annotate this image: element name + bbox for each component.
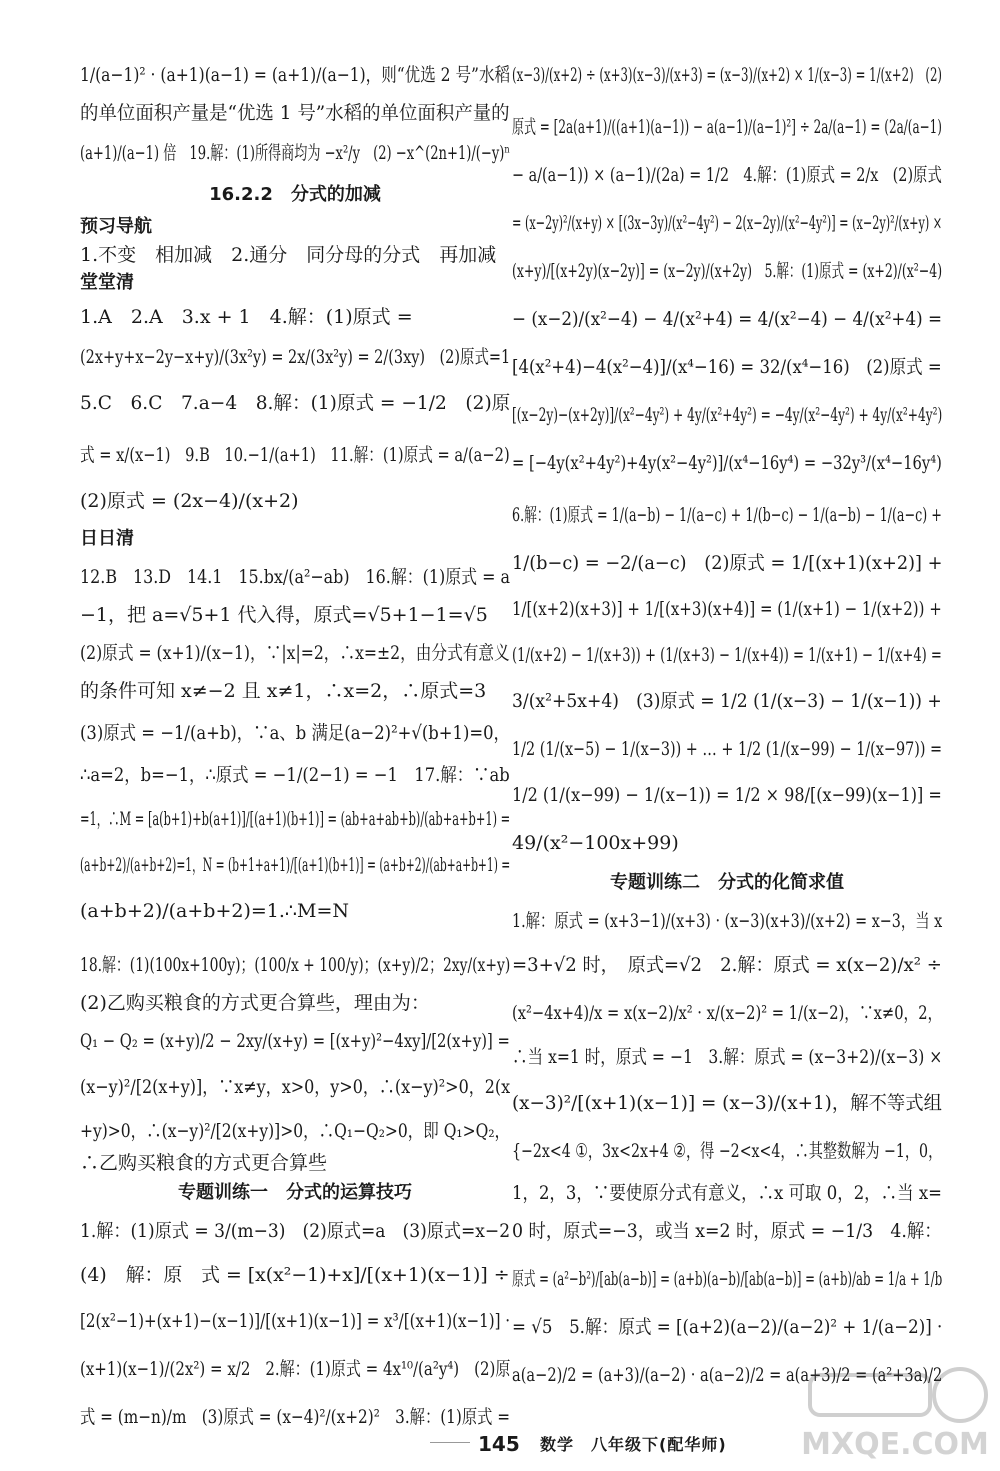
text-line: 1，2，3，∵要使原分式有意义，∴x 可取 0，2，∴当 x= — [512, 1182, 942, 1204]
text-line: ∴a=2，b=−1，∴原式 = −1/(2−1) = −1 17.解：∵ab — [80, 764, 510, 786]
text-line: (a+b+2)/(a+b+2)=1.∴M=N — [80, 900, 350, 922]
text-line: = [−4y(x²+4y²)+4y(x²−4y²)]/(x⁴−16y⁴) = −32y³/(x⁴−16y⁴) — [512, 452, 942, 474]
subsection-heading: 预习导航 — [80, 216, 152, 237]
text-line: 1.A 2.A 3.x + 1 4.解：(1)原式 = — [80, 306, 413, 328]
text-line: =3+√2 时， 原式=√2 2.解：原式 = x(x−2)/x² ÷ — [512, 954, 942, 976]
text-line: 1/(b−c) = −2/(a−c) (2)原式 = 1/[(x+1)(x+2)] + — [512, 552, 943, 574]
page-number: 145 — [478, 1432, 520, 1456]
book-info: 数学 八年级下(配华师) — [540, 1435, 727, 1454]
subsection-heading: 日日清 — [80, 528, 134, 549]
section-heading: 专题训练二 分式的化简求值 — [610, 872, 844, 893]
text-line: 5.C 6.C 7.a−4 8.解：(1)原式 = −1/2 (2)原 — [80, 392, 511, 414]
watermark-logo — [800, 1365, 990, 1465]
text-line: [(x−2y)−(x+2y)]/(x²−4y²) + 4y/(x²+4y²) = −4y/(x²−4y²) + 4y/(x²+4y²) — [512, 404, 943, 426]
text-line: 1.不变 相加减 2.通分 同分母的分式 再加减 — [80, 244, 497, 266]
text-line: (2)乙购买粮食的方式更合算些，理由为： — [80, 992, 430, 1014]
text-line: 3/(x²+5x+4) (3)原式 = 1/2 (1/(x−3) − 1/(x−1)) + — [512, 690, 942, 712]
text-line: 1/(a−1)² · (a+1)(a−1) = (a+1)/(a−1)，则“优选 2 号”水稻 — [80, 64, 511, 86]
text-line: − (x−2)/(x²−4) − 4/(x²+4) = 4/(x²−4) − 4/(x²+4) = — [512, 308, 942, 330]
text-line: Q₁ − Q₂ = (x+y)/2 − 2xy/(x+y) = [(x+y)²−4xy]/[2(x+y)] = — [80, 1030, 510, 1052]
subsection-heading: 堂堂清 — [80, 272, 134, 293]
text-line: (1/(x+2) − 1/(x+3)) + (1/(x+3) − 1/(x+4)) = 1/(x+1) − 1/(x+4) = — [512, 644, 942, 666]
text-line: {−2x<4 ①，3x<2x+4 ②，得 −2<x<4，∴其整数解为 −1，0， — [512, 1140, 943, 1162]
text-line: 式 = x/(x−1) 9.B 10.−1/(a+1) 11.解：(1)原式 = a/(a−2) — [80, 444, 510, 466]
text-line: = √5 5.解：原式 = [(a+2)(a−2)/(a−2)² + 1/(a−2)] · — [512, 1316, 943, 1338]
text-line: [2(x²−1)+(x+1)−(x−1)]/[(x+1)(x−1)] = x³/[(x+1)(x−1)] · — [80, 1310, 511, 1332]
text-line: (2)原式 = (2x−4)/(x+2) — [80, 490, 299, 512]
text-line: 1/[(x+2)(x+3)] + 1/[(x+3)(x+4)] = (1/(x+1) − 1/(x+2)) + — [512, 598, 942, 620]
text-line: 的条件可知 x≠−2 且 x≠1，∴x=2，∴原式=3 — [80, 680, 487, 702]
text-line: (x+y)/[(x+2y)(x−2y)] = (x−2y)/(x+2y) 5.解：(1)原式 = (x+2)/(x²−4) — [512, 260, 943, 282]
text-line: ∴乙购买粮食的方式更合算些 — [80, 1152, 328, 1174]
text-line: 1.解：原式 = (x+3−1)/(x+3) · (x−3)(x+3)/(x+2) = x−3，当 x — [512, 910, 943, 932]
text-line: −1，把 a=√5+1 代入得，原式=√5+1−1=√5 — [80, 604, 488, 626]
text-line: [4(x²+4)−4(x²−4)]/(x⁴−16) = 32/(x⁴−16) (2)原式 = — [512, 356, 942, 378]
text-line: (a+1)/(a−1) 倍 19.解：(1)所得商均为 −x²/y (2) −x^(2n+1)/(−y)ⁿ — [80, 142, 511, 164]
text-line: (x+1)(x−1)/(2x²) = x/2 2.解：(1)原式 = 4x¹⁰/(a²y⁴) (2)原 — [80, 1358, 511, 1380]
text-line: (3)原式 = −1/(a+b)，∵a、b 满足(a−2)²+√(b+1)=0， — [80, 722, 510, 744]
text-line: 49/(x²−100x+99) — [512, 832, 679, 854]
text-line: 1/2 (1/(x−5) − 1/(x−3)) + … + 1/2 (1/(x−99) − 1/(x−97)) = — [512, 738, 943, 760]
text-line: 原式 = (a²−b²)/[ab(a−b)] = (a+b)(a−b)/[ab(a−b)] = (a+b)/ab = 1/a + 1/b — [512, 1268, 943, 1290]
text-line: 0 时，原式=−3，或当 x=2 时，原式 = −1/3 4.解： — [512, 1220, 942, 1242]
text-line: 18.解：(1)(100x+100y)；(100/x + 100/y)；(x+y)/2；2xy/(x+y) — [80, 954, 511, 976]
text-line: (x−y)²/[2(x+y)]，∵x≠y，x>0，y>0，∴(x−y)²>0，2(x — [80, 1076, 511, 1098]
text-line: 6.解：(1)原式 = 1/(a−b) − 1/(a−c) + 1/(b−c) − 1/(a−b) − 1/(a−c) + — [512, 504, 942, 526]
text-line: (x−3)²/[(x+1)(x−1)] = (x−3)/(x+1)，解不等式组 — [512, 1092, 943, 1114]
text-line: 12.B 13.D 14.1 15.bx/(a²−ab) 16.解：(1)原式 = a — [80, 566, 511, 588]
text-line: ∴当 x=1 时，原式 = −1 3.解：原式 = (x−3+2)/(x−3) × — [512, 1046, 943, 1068]
text-line: (2)原式 = (x+1)/(x−1)，∵|x|=2，∴x=±2，由分式有意义 — [80, 642, 510, 664]
text-line: 原式 = [2a(a+1)/((a+1)(a−1)) − a(a−1)/(a−1)²] ÷ 2a/(a−1) = (2a/(a−1) — [512, 116, 942, 138]
text-line: +y)>0，∴(x−y)²/[2(x+y)]>0，∴Q₁−Q₂>0，即 Q₁>Q₂， — [80, 1120, 511, 1142]
text-line: (a+b+2)/(a+b+2)=1，N = (b+1+a+1)/[(a+1)(b+1)] = (a+b+2)/(ab+a+b+1) = — [80, 854, 511, 876]
text-line: (x−3)/(x+2) ÷ (x+3)(x−3)/(x+3) = (x−3)/(x+2) × 1/(x−3) = 1/(x+2) (2) — [512, 64, 943, 86]
section-heading: 16.2.2 分式的加减 — [209, 184, 381, 205]
text-line: (x²−4x+4)/x = x(x−2)/x² · x/(x−2)² = 1/(x−2)，∵x≠0，2， — [512, 1002, 943, 1024]
text-line: (4) 解：原 式 = [x(x²−1)+x]/[(x+1)(x−1)] ÷ — [80, 1264, 510, 1286]
text-line: a(a−2)/2 = (a+3)/(a−2) · a(a−2)/2 = a(a+3)/2 = (a²+3a)/2 — [512, 1364, 943, 1386]
watermark-text: MXQE.COM — [801, 1427, 989, 1462]
text-line: = (x−2y)²/(x+y) × [(3x−3y)/(x²−4y²) − 2(x−2y)/(x²−4y²)] = (x−2y)²/(x+y) × — [512, 212, 943, 234]
text-line: 1/2 (1/(x−99) − 1/(x−1)) = 1/2 × 98/[(x−99)(x−1)] = — [512, 784, 942, 806]
footer-rule-left — [430, 1442, 470, 1443]
text-line: =1，∴M = [a(b+1)+b(a+1)]/[(a+1)(b+1)] = (ab+a+ab+b)/(ab+a+b+1) = — [80, 808, 511, 830]
section-heading: 专题训练一 分式的运算技巧 — [178, 1182, 412, 1203]
text-line: − a/(a−1)) × (a−1)/(2a) = 1/2 4.解：(1)原式 = 2/x (2)原式 — [512, 164, 942, 186]
answer-stamp-icon — [800, 1365, 990, 1425]
text-line: (2x+y+x−2y−x+y)/(3x²y) = 2x/(3x²y) = 2/(3xy) (2)原式=1 — [80, 346, 511, 368]
text-line: 1.解：(1)原式 = 3/(m−3) (2)原式=a (3)原式=x−2 — [80, 1220, 511, 1242]
text-line: 式 = (m−n)/m (3)原式 = (x−4)²/(x+2)² 3.解：(1)原式 = — [80, 1406, 511, 1428]
text-line: 的单位面积产量是“优选 1 号”水稻的单位面积产量的 — [80, 102, 510, 124]
